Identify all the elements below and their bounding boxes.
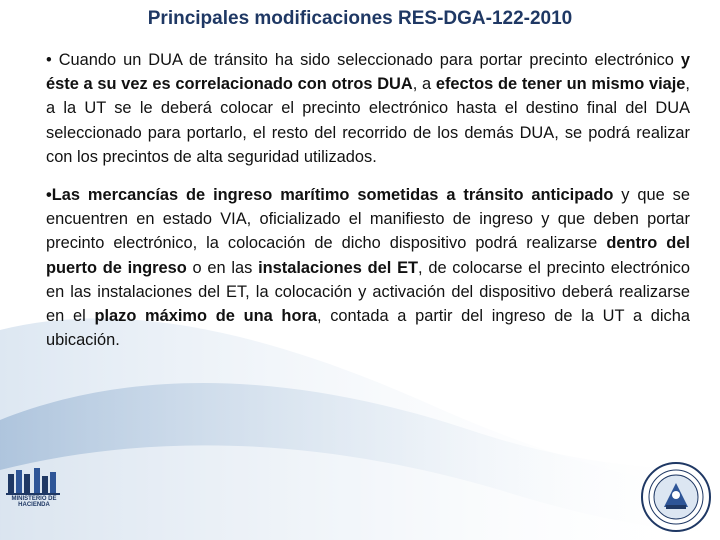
text-segment: , a la UT se le deberá colocar el precinto electrónico hasta el destino final del DUA seleccionado para portarlo, el resto del recorrido de los demás DUA, se podrá realizar con los precintos de alta seguridad utilizados. (46, 75, 690, 166)
direccion-aduanas-seal-icon (640, 461, 712, 533)
paragraph (46, 183, 690, 352)
logo-text: MINISTERIO DE HACIENDA (11, 496, 57, 508)
content-body (46, 48, 690, 366)
text-segment: o en las (186, 258, 259, 277)
paragraph (46, 48, 690, 169)
text-segment: , a (412, 75, 436, 94)
text-segment: y que se encuentren en estado VIA, oficializado el manifiesto de ingreso y que deben portar precinto electrónico, la colocación de dicho dispositivo podrá realizarse (46, 186, 690, 253)
bold-text: y éste a su vez es correlacionado con otros DUA (46, 51, 690, 94)
text-segment: • Cuando un DUA de tránsito ha sido seleccionado para portar precinto electrónico (46, 51, 681, 69)
bold-text: dentro del puerto de ingreso (46, 234, 690, 277)
page-title: Principales modificaciones RES-DGA-122-2010 (147, 8, 573, 29)
bold-text: efectos de tener un mismo viaje (435, 75, 686, 94)
text-segment: , de colocarse el precinto electrónico en las instalaciones del ET, la colocación y activación del dispositivo deberá realizarse en el (46, 258, 690, 326)
bold-text: instalaciones del ET (258, 258, 419, 277)
ministerio-hacienda-logo-icon (4, 466, 64, 496)
bold-text: •Las mercancías de ingreso marítimo sometidas a tránsito anticipado (46, 186, 614, 205)
bold-text: plazo máximo de una hora (94, 307, 317, 326)
ministerio-hacienda-logo (4, 466, 64, 510)
text-segment: , contada a partir del ingreso de la UT a dicha ubicación. (46, 307, 690, 350)
